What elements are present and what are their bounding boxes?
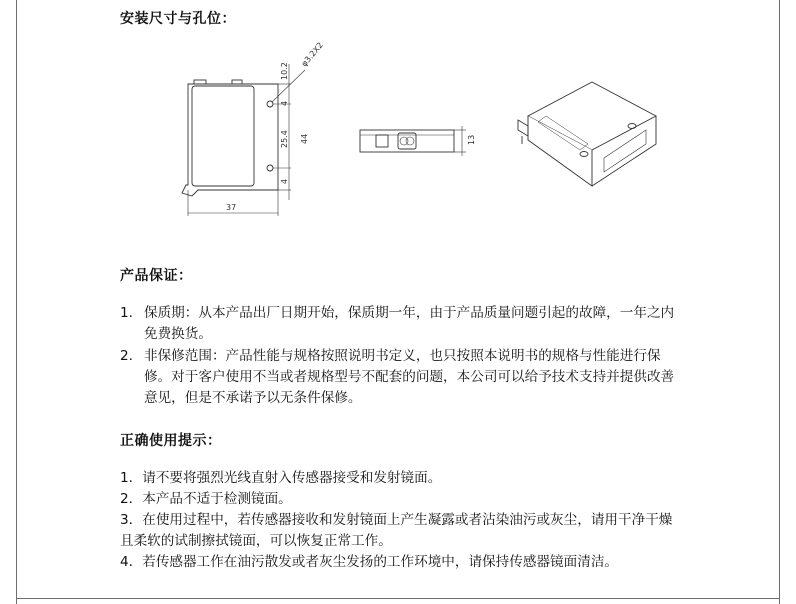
- warranty-item-number: 1.: [120, 305, 133, 321]
- usage-list: [120, 468, 685, 573]
- dim-edge-upper-label: 4: [280, 100, 289, 106]
- usage-heading: 正确使用提示：: [120, 433, 222, 449]
- dim-hole-dia-label: φ3.2X2: [299, 40, 325, 69]
- dim-edge-lower-label: 4: [280, 178, 289, 184]
- warranty-heading: 产品保证：: [120, 268, 193, 284]
- usage-item: 1．请不要将强烈光线直射入传感器接受和发射镜面。: [120, 470, 442, 486]
- side-view: [360, 126, 466, 156]
- warranty-item-text: 非保修范围：产品性能与规格按照说明书定义，也只按照本说明书的规格与性能进行保修。对于客户使用不当或者规格型号不配套的问题，本公司可以给予技术支持并提供改善意见，但是不承诺予以无条件保修。: [144, 348, 675, 406]
- dim-height-label: 44: [300, 133, 309, 144]
- usage-item: 3．在使用过程中，若传感器接收和发射镜面上产生凝露或者沾染油污或灰尘，请用干净干燥且柔软的试制擦拭镜面，可以恢复正常工作。: [120, 512, 673, 549]
- usage-item: 2．本产品不适于检测镜面。: [120, 491, 292, 507]
- warranty-item-number: 2.: [120, 348, 133, 364]
- dim-top-offset-label: 10.2: [280, 62, 289, 80]
- usage-item: 4．若传感器工作在油污散发或者灰尘发扬的工作环境中，请保持传感器镜面清洁。: [120, 554, 619, 570]
- warranty-item: [120, 346, 680, 409]
- warranty-item: [120, 303, 680, 345]
- dim-depth-label: 13: [467, 134, 476, 145]
- page-border-right: [779, 0, 780, 604]
- warranty-item-text: 保质期：从本产品出厂日期开始，保质期一年，由于产品质量问题引起的故障，一年之内免费换货。: [144, 305, 675, 342]
- iso-view: [518, 82, 656, 186]
- dim-width-label: 37: [226, 203, 237, 212]
- dimension-drawing: [160, 40, 670, 225]
- install-heading: 安装尺寸与孔位：: [120, 11, 236, 27]
- page-border-bottom: [16, 598, 780, 599]
- warranty-list: [120, 303, 680, 409]
- dim-hole-spacing-label: 25.4: [280, 130, 289, 148]
- page-border-left: [16, 0, 17, 604]
